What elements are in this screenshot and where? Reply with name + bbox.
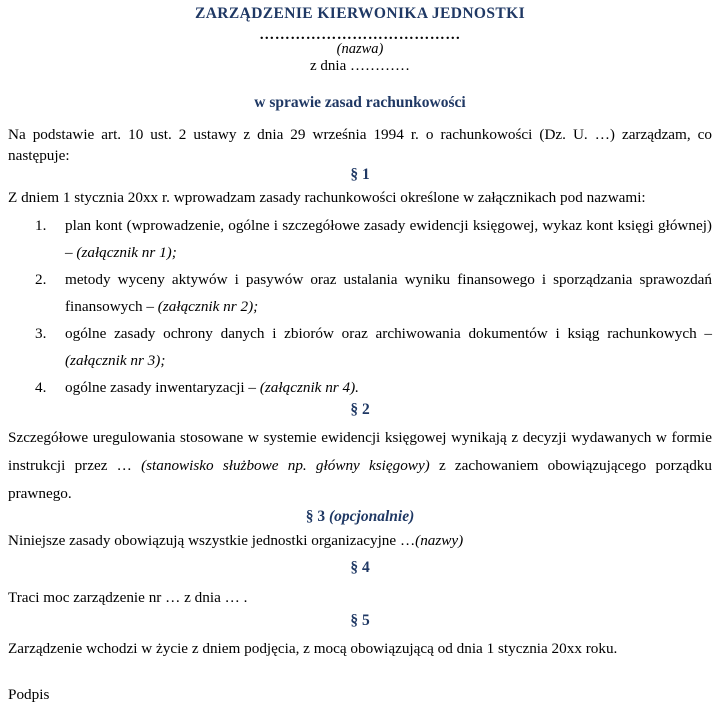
section-2-text-start: Szczegółowe uregulowania stosowane w systemie ewidencji księgowej wynikają z decyzji wydawanych w formie instrukcji przez … [8, 429, 712, 474]
section-3-names-hint: (nazwy) [415, 532, 464, 549]
section-2-paragraph [8, 424, 712, 508]
section-4-heading: § 4 [350, 559, 370, 576]
section-3-heading-number: § 3 [305, 508, 329, 525]
list-item-number: 4. [35, 379, 47, 396]
date-line: z dnia ………… [310, 58, 410, 74]
preamble-paragraph: Na podstawie art. 10 ust. 2 ustawy z dnia 29 września 1994 r. o rachunkowości (Dz. U. …) zarządzam, co następuje: [8, 126, 712, 164]
section-4-paragraph: Traci moc zarządzenie nr … z dnia … . [8, 589, 248, 606]
section-5-paragraph: Zarządzenie wchodzi w życie z dniem podjęcia, z mocą obowiązującą od dnia 1 stycznia 20xx roku. [8, 640, 618, 657]
list-item-text: ogólne zasady ochrony danych i zbiorów oraz archiwowania dokumentów i ksiąg rachunkowych – [65, 325, 712, 342]
list-item [8, 212, 712, 266]
section-2-role-hint: (stanowisko służbowe np. główny księgowy) [141, 457, 430, 474]
name-dotted-line: ………………………………… [259, 27, 461, 43]
annex-reference: (załącznik nr 4). [259, 379, 359, 396]
name-placeholder: (nazwa) [336, 41, 384, 57]
annex-reference: (załącznik nr 1); [76, 244, 177, 261]
section-2-heading: § 2 [350, 401, 370, 418]
signature-label: Podpis [8, 686, 50, 703]
annex-list [8, 212, 712, 401]
list-item-number: 1. [35, 217, 47, 234]
list-item-text: plan kont (wprowadzenie, ogólne i szczegółowe zasady ewidencji księgowej, wykaz kont księgi głównej) – [65, 217, 712, 261]
list-item [8, 374, 712, 401]
section-3-heading-optional: (opcjonalnie) [329, 508, 415, 525]
section-5-heading: § 5 [350, 612, 370, 629]
section-3-paragraph [8, 531, 712, 551]
annex-reference: (załącznik nr 3); [65, 352, 166, 369]
section-1-heading: § 1 [350, 166, 370, 183]
document-title: ZARZĄDZENIE KIERWONIKA JEDNOSTKI [194, 5, 526, 22]
section-2-text-end: z zachowaniem obowiązującego porządku prawnego. [8, 457, 712, 502]
list-item-number: 2. [35, 271, 47, 288]
annex-reference: (załącznik nr 2); [157, 298, 259, 315]
subject-line: w sprawie zasad rachunkowości [254, 94, 466, 111]
section-3-text: Niniejsze zasady obowiązują wszystkie jednostki organizacyjne … [8, 532, 416, 549]
list-item [8, 320, 712, 374]
list-item-text: metody wyceny aktywów i pasywów oraz ustalania wyniku finansowego i sporządzania sprawozdań finansowych – [65, 271, 712, 315]
list-item-number: 3. [35, 325, 47, 342]
list-item [8, 266, 712, 320]
section-1-intro: Z dniem 1 stycznia 20xx r. wprowadzam zasady rachunkowości określone w załącznikach pod nazwami: [8, 189, 646, 206]
section-3-heading [8, 508, 712, 525]
list-item-text: ogólne zasady inwentaryzacji – [65, 379, 260, 396]
